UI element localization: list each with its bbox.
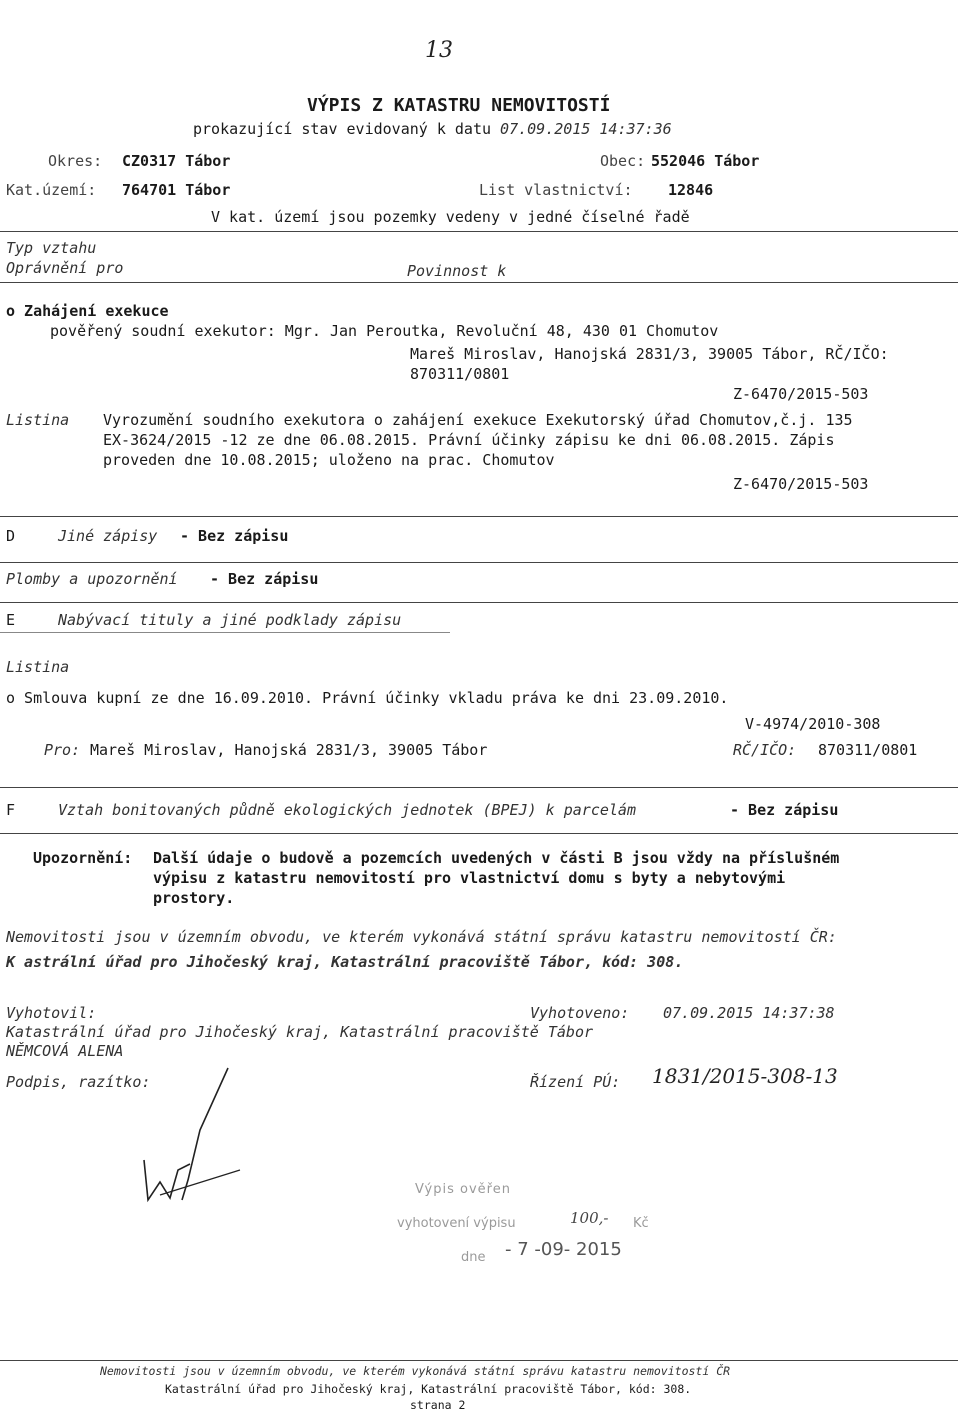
subtitle-prefix: prokazující stav evidovaný k datu — [193, 120, 492, 138]
divider — [0, 562, 958, 563]
divider — [0, 282, 958, 283]
obligor-line2: 870311/0801 — [410, 365, 510, 383]
stamp-date-label: dne — [461, 1250, 486, 1265]
notice-line2: výpisu z katastru nemovitostí pro vlastnictví domu s byty a nebytovými — [153, 869, 786, 887]
stamp-fee: 100,- — [570, 1209, 609, 1227]
divider — [0, 787, 958, 788]
divider — [0, 632, 450, 633]
lv-label: List vlastnictví: — [479, 181, 633, 199]
item-zahajeni-exekuce: o Zahájení exekuce — [6, 302, 169, 320]
obec-value: 552046 Tábor — [651, 152, 760, 170]
authority-line1: Nemovitosti jsou v územním obvodu, ve kterém vykonává státní správu katastru nemovitostí ČR: — [6, 928, 837, 946]
footer-line2: Katastrální úřad pro Jihočeský kraj, Katastrální pracoviště Tábor, kód: 308. — [165, 1382, 692, 1396]
column-typ-vztahu: Typ vztahu — [6, 239, 97, 257]
page-subtitle — [193, 120, 672, 138]
notice-line3: prostory. — [153, 889, 235, 907]
pro-value: Mareš Miroslav, Hanojská 2831/3, 39005 Tábor — [90, 741, 488, 759]
subtitle-datetime: 07.09.2015 14:37:36 — [500, 120, 672, 138]
podpis-label: Podpis, razítko: — [6, 1073, 151, 1091]
pro-label: Pro: — [44, 741, 81, 759]
section-e-title: Nabývací tituly a jiné podklady zápisu — [58, 611, 402, 629]
divider — [0, 231, 958, 232]
column-opravneni-pro: Oprávnění pro — [6, 259, 124, 277]
listina-text-1: Vyrozumění soudního exekutora o zahájení exekuce Exekutorský úřad Chomutov,č.j. 135 — [103, 411, 853, 429]
contract-item: o Smlouva kupní ze dne 16.09.2010. Právní účinky vkladu práva ke dni 23.09.2010. — [6, 689, 729, 707]
reference-number: Z-6470/2015-503 — [733, 475, 869, 493]
page-title: VÝPIS Z KATASTRU NEMOVITOSTÍ — [307, 95, 611, 116]
divider — [0, 602, 958, 603]
footer-line1: Nemovitosti jsou v územním obvodu, ve kterém vykonává státní správu katastru nemovitostí ČR — [100, 1364, 731, 1378]
plomby-title: Plomby a upozornění — [6, 570, 178, 588]
office-name: Katastrální úřad pro Jihočeský kraj, Katastrální pracoviště Tábor — [6, 1023, 593, 1041]
listina-label: Listina — [6, 658, 70, 676]
okres-value: CZ0317 Tábor — [122, 152, 231, 170]
stamp-line2: vyhotovení výpisu — [397, 1216, 516, 1231]
listina-text-2: EX-3624/2015 -12 ze dne 06.08.2015. Právní účinky zápisu ke dni 06.08.2015. Zápis — [103, 431, 835, 449]
executor-line: pověřený soudní exekutor: Mgr. Jan Peroutka, Revoluční 48, 430 01 Chomutov — [50, 322, 719, 340]
lv-value: 12846 — [668, 181, 714, 199]
section-d-status: - Bez zápisu — [180, 527, 289, 545]
footer-divider — [0, 1360, 958, 1361]
rizeni-value: 1831/2015-308-13 — [652, 1064, 838, 1088]
katuzemi-value: 764701 Tábor — [122, 181, 231, 199]
obligor-line1: Mareš Miroslav, Hanojská 2831/3, 39005 Tábor, RČ/IČO: — [410, 345, 889, 363]
stamp-date: - 7 -09- 2015 — [505, 1239, 622, 1260]
section-letter-d: D — [6, 527, 16, 545]
authority-line2: K astrální úřad pro Jihočeský kraj, Katastrální pracoviště Tábor, kód: 308. — [6, 953, 684, 971]
section-d-title: Jiné zápisy — [58, 527, 158, 545]
reference-number: Z-6470/2015-503 — [733, 385, 869, 403]
parcel-numbering-note: V kat. území jsou pozemky vedeny v jedné číselné řadě — [211, 208, 690, 226]
notice-line1: Další údaje o budově a pozemcích uvedených v části B jsou vždy na příslušném — [153, 849, 840, 867]
section-f-status: - Bez zápisu — [730, 801, 839, 819]
obec-label: Obec: — [600, 152, 646, 170]
rizeni-label: Řízení PÚ: — [530, 1073, 621, 1091]
listina-label: Listina — [6, 411, 70, 429]
section-letter-e: E — [6, 611, 16, 629]
vyhotoveno-label: Vyhotoveno: — [530, 1004, 630, 1022]
listina-text-3: proveden dne 10.08.2015; uloženo na prac. Chomutov — [103, 451, 555, 469]
issuer-name: NĚMCOVÁ ALENA — [6, 1042, 124, 1060]
column-povinnost-k: Povinnost k — [407, 262, 507, 280]
signature — [130, 1060, 250, 1210]
plomby-status: - Bez zápisu — [210, 570, 319, 588]
okres-label: Okres: — [48, 152, 103, 170]
vyhotovil-label: Vyhotovil: — [6, 1004, 97, 1022]
section-f-title: Vztah bonitovaných půdně ekologických jednotek (BPEJ) k parcelám — [58, 801, 636, 819]
stamp — [395, 1175, 665, 1275]
page-mark: 13 — [425, 38, 453, 63]
stamp-currency: Kč — [633, 1216, 649, 1231]
vyhotoveno-value: 07.09.2015 14:37:38 — [663, 1004, 835, 1022]
stamp-line1: Výpis ověřen — [415, 1182, 511, 1197]
divider — [0, 833, 958, 834]
divider — [0, 516, 958, 517]
notice-label: Upozornění: — [33, 849, 133, 867]
page-number: strana 2 — [410, 1398, 466, 1412]
contract-reference: V-4974/2010-308 — [745, 715, 881, 733]
rc-label: RČ/IČO: — [733, 741, 797, 759]
rc-value: 870311/0801 — [818, 741, 918, 759]
katuzemi-label: Kat.území: — [6, 181, 97, 199]
section-letter-f: F — [6, 801, 16, 819]
